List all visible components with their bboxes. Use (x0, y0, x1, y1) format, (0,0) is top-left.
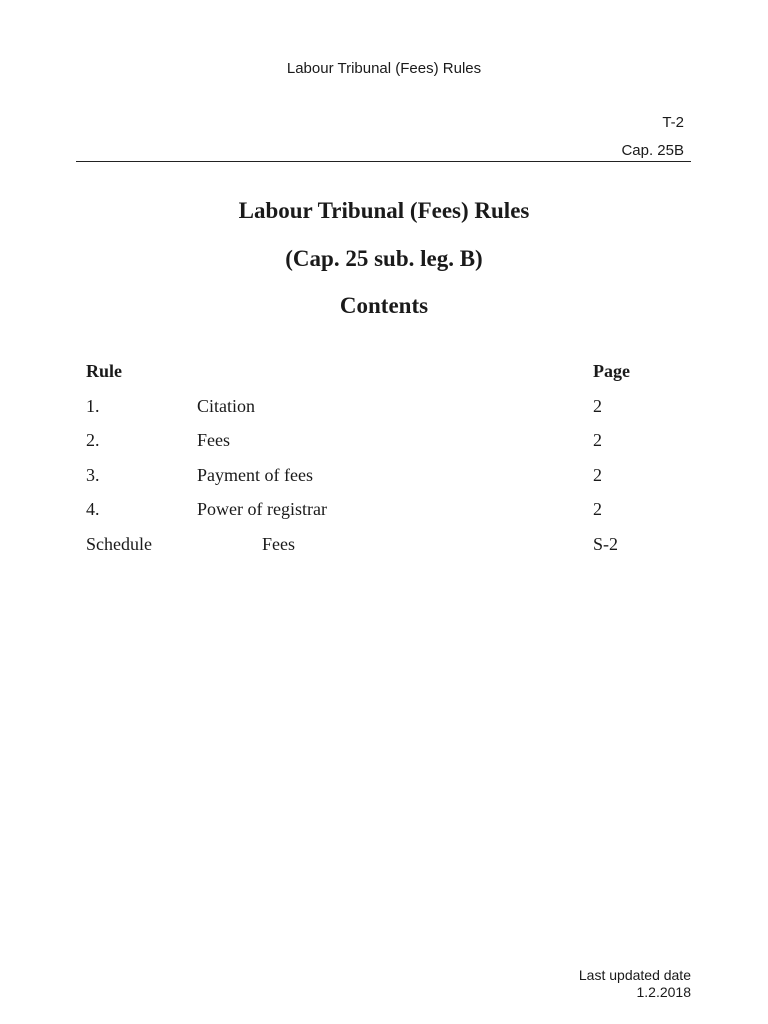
last-updated-label: Last updated date (578, 967, 691, 983)
rule-number: 2. (86, 430, 100, 450)
page-number: S-2 (593, 533, 619, 554)
schedule-label: Schedule (86, 533, 152, 554)
rule-number: 4. (86, 499, 100, 519)
page-number: 2 (593, 395, 602, 416)
contents-heading: Contents (339, 293, 429, 318)
reference-block (621, 109, 684, 165)
document-title: Labour Tribunal (Fees) Rules (238, 198, 530, 223)
header-divider (76, 161, 691, 162)
rule-title: Citation (197, 395, 255, 416)
contents-row (86, 461, 696, 496)
rule-column-header: Rule (86, 361, 122, 381)
running-header: Labour Tribunal (Fees) Rules (286, 60, 482, 77)
schedule-title: Fees (262, 533, 295, 554)
document-subtitle: (Cap. 25 sub. leg. B) (285, 246, 483, 271)
contents-table (86, 357, 696, 564)
last-updated-date: 1.2.2018 (636, 984, 691, 1000)
contents-row (86, 495, 696, 530)
page-code: T-2 (662, 114, 684, 131)
page-number: 2 (593, 499, 602, 519)
rule-number: 3. (86, 464, 100, 485)
chapter-number: Cap. 25B (621, 142, 684, 159)
page-number: 2 (593, 464, 602, 485)
page-number: 2 (593, 430, 602, 450)
footer (579, 967, 691, 1001)
contents-header-row (86, 357, 696, 392)
rule-title: Fees (197, 430, 230, 450)
rule-title: Payment of fees (197, 464, 313, 485)
rule-title: Power of registrar (197, 499, 327, 519)
contents-row (86, 426, 696, 461)
page-column-header: Page (593, 361, 630, 381)
contents-row (86, 392, 696, 427)
contents-row-schedule (86, 530, 696, 565)
rule-number: 1. (86, 395, 100, 416)
